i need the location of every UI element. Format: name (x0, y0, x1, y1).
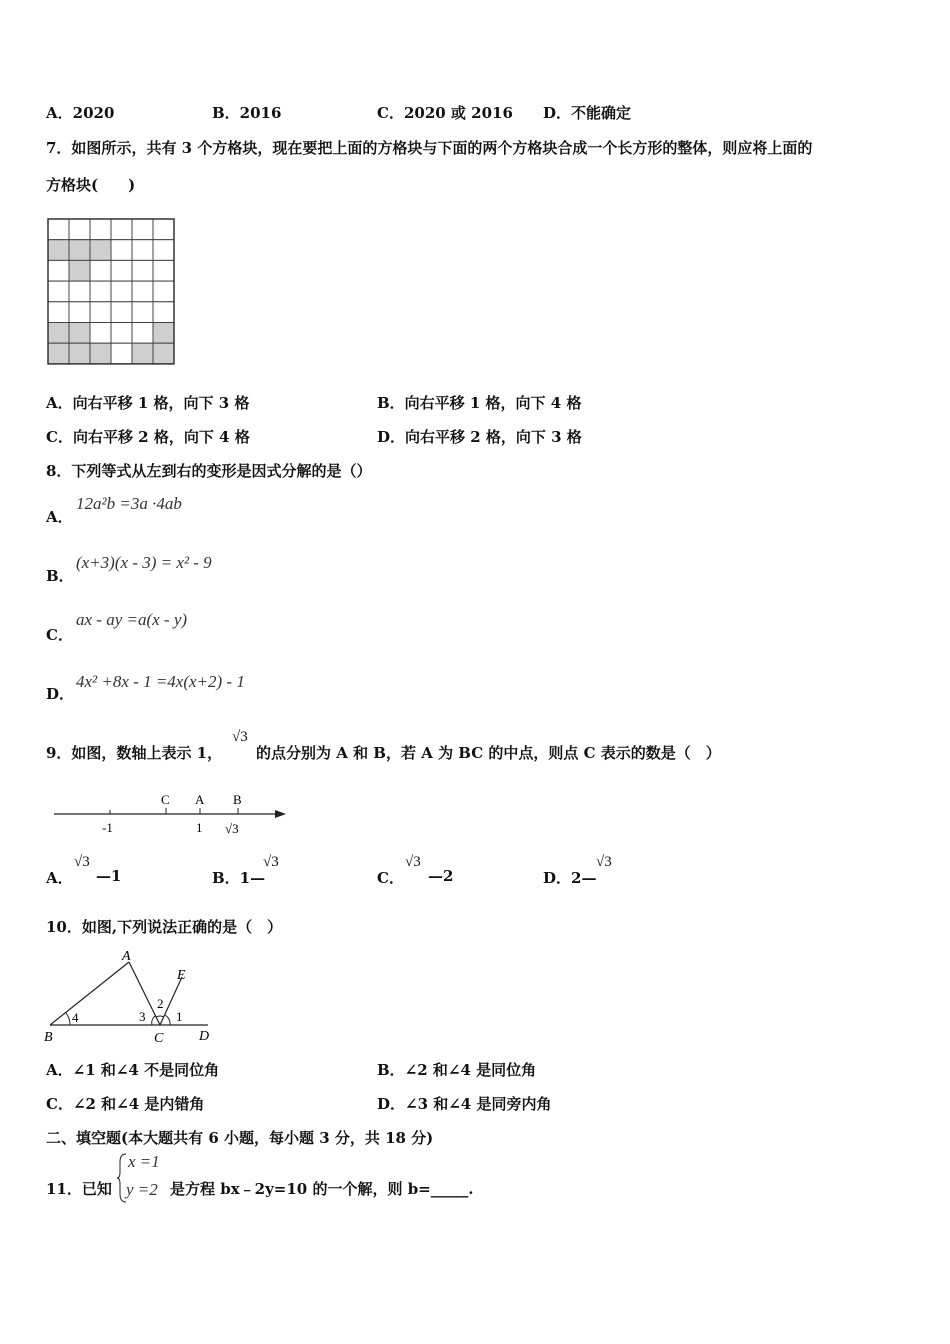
grid-cell (48, 281, 69, 302)
q8-formula-d: 4x² +8x - 1 =4x(x+2) - 1 (76, 672, 245, 691)
grid-cell (111, 302, 132, 323)
q11-eq1: x =1 (128, 1152, 160, 1171)
tick-label-minus1: -1 (102, 820, 113, 835)
section2-title: 二、填空题(本大题共有 6 小题，每小题 3 分，共 18 分) (46, 1129, 434, 1147)
point-c-label: C (154, 1031, 164, 1046)
q10-option-b: B．∠2 和∠4 是同位角 (377, 1061, 537, 1079)
angle-1-arc (165, 1015, 170, 1025)
grid-cell (90, 281, 111, 302)
grid-cell-shaded (48, 240, 69, 261)
grid-cell (153, 240, 174, 261)
q9-number-line (50, 788, 295, 840)
grid-cell (90, 260, 111, 281)
q6-option-a: A．2020 (46, 104, 115, 122)
q11-suffix: 是方程 bx﹣2y=10 的一个解，则 b=_____. (170, 1180, 474, 1198)
q8-formula-b: (x+3)(x - 3) = x² - 9 (76, 553, 212, 572)
q8-label-d: D． (46, 685, 75, 703)
grid-cell (132, 302, 153, 323)
q10-stem: 10．如图,下列说法正确的是（ ） (46, 918, 283, 936)
line-ba (50, 962, 129, 1025)
q9-stem-b: 的点分别为 A 和 B，若 A 为 BC 的中点，则点 C 表示的数是（ ） (256, 744, 721, 762)
grid-cell (153, 281, 174, 302)
point-b-label: B (44, 1030, 53, 1045)
point-d-label: D (199, 1029, 210, 1044)
grid-cell (111, 260, 132, 281)
q8-label-b: B． (46, 567, 74, 585)
q8-label-a: A． (46, 508, 73, 526)
q8-stem: 8．下列等式从左到右的变形是因式分解的是（） (46, 462, 372, 480)
q9-option-c-sqrt: √3 (405, 854, 421, 870)
grid-cell-shaded (69, 323, 90, 344)
angle-3-label: 3 (139, 1009, 146, 1024)
q10-option-a: A．∠1 和∠4 不是同位角 (46, 1061, 220, 1079)
q7-option-b: B．向右平移 1 格，向下 4 格 (377, 394, 582, 412)
grid-cell (69, 219, 90, 240)
number-line-arrow (275, 810, 286, 818)
grid-cell (69, 281, 90, 302)
label-a: A (195, 792, 205, 807)
q7-option-d: D．向右平移 2 格，向下 3 格 (377, 428, 582, 446)
grid-cell (90, 323, 111, 344)
q9-option-d-label: D．2— (543, 869, 597, 887)
grid-cell (48, 260, 69, 281)
grid-cell-shaded (153, 343, 174, 364)
grid-cell-shaded (69, 343, 90, 364)
q9-stem-sqrt3: √3 (232, 729, 248, 745)
grid-cell-shaded (69, 260, 90, 281)
grid-cell-shaded (132, 343, 153, 364)
q10-option-d: D．∠3 和∠4 是同旁内角 (377, 1095, 552, 1113)
q6-option-b: B．2016 (212, 104, 282, 122)
grid-cell (111, 343, 132, 364)
angle-4-label: 4 (72, 1010, 79, 1025)
grid-cell (111, 281, 132, 302)
q9-option-b-sqrt: √3 (263, 854, 279, 870)
tick-label-1: 1 (196, 820, 203, 835)
grid-cell-shaded (90, 343, 111, 364)
angle-1-label: 1 (176, 1009, 183, 1024)
grid-cell-shaded (90, 240, 111, 261)
q9-option-b-label: B．1— (212, 869, 266, 887)
grid-cell (132, 240, 153, 261)
grid-cell (153, 260, 174, 281)
q7-stem-line2: 方格块( ) (46, 176, 136, 194)
q9-option-c-label: C． (377, 869, 404, 887)
grid-cell (132, 281, 153, 302)
grid-cell (69, 302, 90, 323)
point-e-label: E (177, 968, 186, 983)
q8-formula-c: ax - ay =a(x - y) (76, 610, 188, 629)
grid-cell (90, 302, 111, 323)
q9-option-d-sqrt: √3 (596, 854, 612, 870)
grid-cell (90, 219, 111, 240)
grid-cell-shaded (153, 323, 174, 344)
q7-stem-line1: 7．如图所示，共有 3 个方格块，现在要把上面的方格块与下面的两个方格块合成一个长方形的整体，则应将上面的 (46, 139, 813, 157)
q9-option-a-label: A． (46, 869, 73, 887)
grid-cell (132, 260, 153, 281)
q9-option-c-suffix: —2 (428, 867, 454, 885)
label-c: C (161, 792, 170, 807)
grid-cell (132, 219, 153, 240)
angle-2-arc (156, 1016, 164, 1017)
label-b: B (233, 792, 242, 807)
grid-cell-shaded (48, 343, 69, 364)
q9-stem-a: 9．如图，数轴上表示 1， (46, 744, 223, 762)
q7-option-c: C．向右平移 2 格，向下 4 格 (46, 428, 250, 446)
q7-option-a: A．向右平移 1 格，向下 3 格 (46, 394, 250, 412)
q6-option-d: D．不能确定 (543, 104, 632, 122)
angle-4-arc (66, 1013, 70, 1025)
q8-formula-a: 12a²b =3a ·4ab (76, 494, 182, 513)
grid-cell (153, 219, 174, 240)
angle-2-label: 2 (157, 996, 164, 1011)
tick-label-sqrt3: √3 (225, 821, 239, 836)
grid-cell (48, 219, 69, 240)
q10-triangle-figure (44, 945, 224, 1047)
grid-cell (111, 240, 132, 261)
point-a-label: A (122, 949, 131, 964)
q10-option-c: C．∠2 和∠4 是内错角 (46, 1095, 205, 1113)
q9-option-a-suffix: —1 (96, 867, 122, 885)
q7-grid-figure (47, 218, 177, 366)
q9-option-a-sqrt: √3 (74, 854, 90, 870)
angle-3-arc (152, 1016, 155, 1025)
grid-cell (111, 323, 132, 344)
q11-prefix: 11．已知 (46, 1180, 112, 1198)
grid-cell (132, 323, 153, 344)
q6-option-c: C．2020 或 2016 (377, 104, 513, 122)
grid-cell (111, 219, 132, 240)
grid-cell-shaded (48, 323, 69, 344)
q8-label-c: C． (46, 626, 73, 644)
grid-cell-shaded (69, 240, 90, 261)
q11-eq2: y =2 (126, 1180, 158, 1199)
grid-cell (48, 302, 69, 323)
grid-cell (153, 302, 174, 323)
